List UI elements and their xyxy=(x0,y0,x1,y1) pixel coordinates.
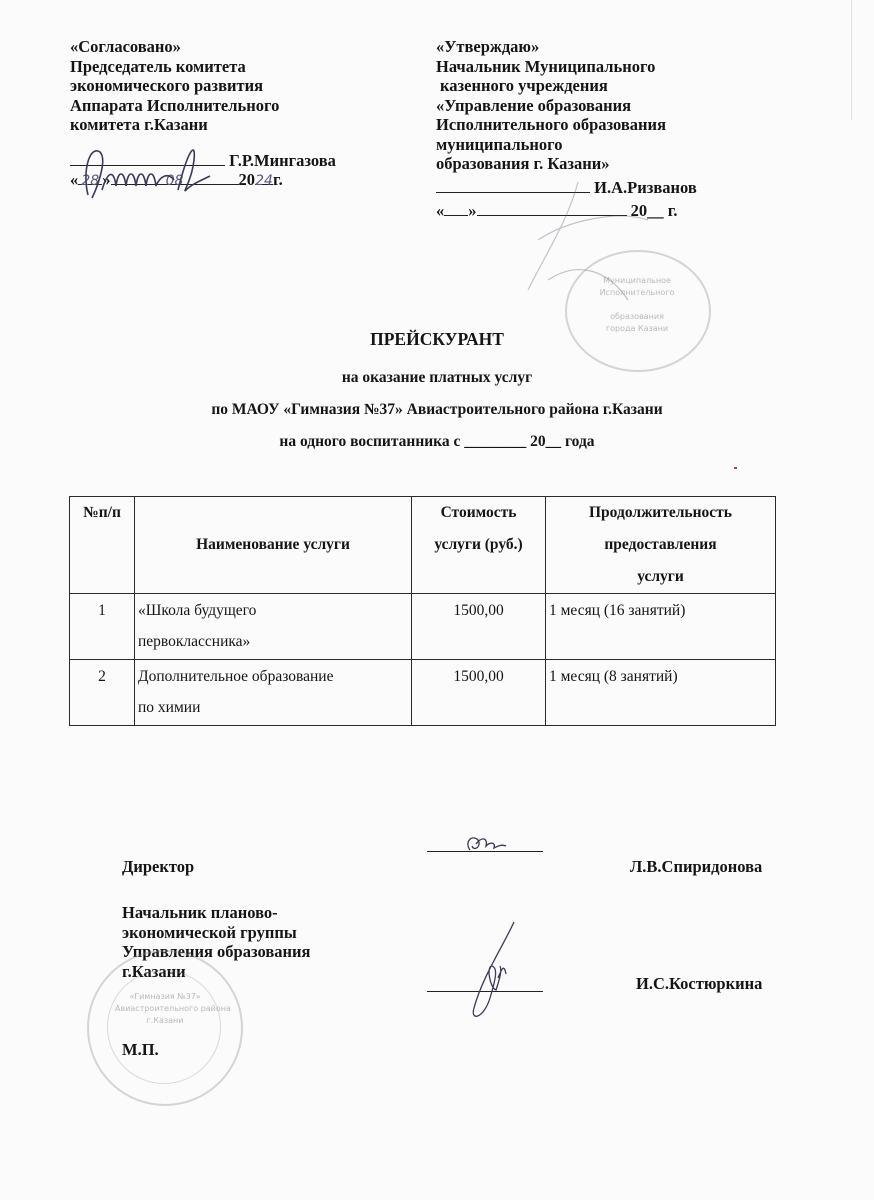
planning-head-name: И.С.Костюркина xyxy=(636,974,763,993)
service-name-line: первоклассника» xyxy=(138,633,251,650)
date-year-prefix: 20 xyxy=(238,170,255,189)
date-year-value: 24 xyxy=(255,173,273,189)
row-duration: 1 месяц (16 занятий) xyxy=(546,594,776,660)
date-day-value: 28 xyxy=(81,173,100,189)
header-name: Наименование услуги xyxy=(135,497,412,594)
approval-line: образования г. Казани» xyxy=(436,154,610,173)
signature-line xyxy=(436,178,590,193)
row-num: 1 xyxy=(70,594,135,660)
signatory-name: И.А.Ризванов xyxy=(594,177,697,197)
header-duration-line: услуги xyxy=(637,568,684,585)
signature-kostyurkina-icon xyxy=(462,918,522,1024)
row-service-name xyxy=(135,660,412,726)
approval-block-approved xyxy=(436,37,776,221)
planning-label-line: Управления образования xyxy=(122,942,311,961)
approval-heading: «Утверждаю» xyxy=(436,37,540,56)
planning-signature-line xyxy=(427,991,543,992)
header-cost xyxy=(412,497,546,594)
signature-line xyxy=(70,151,225,166)
date-day-field xyxy=(444,201,468,216)
planning-label-line: экономической группы xyxy=(122,922,297,942)
planning-label-line: Начальник планово- xyxy=(122,903,278,922)
director-label: Директор xyxy=(122,857,195,876)
approval-line: «Управление образования xyxy=(436,95,632,115)
date-row xyxy=(436,201,776,221)
official-stamp-lower xyxy=(87,950,243,1106)
date-year-field xyxy=(255,170,273,189)
table-header-row xyxy=(70,497,776,594)
header-num: №п/п xyxy=(70,497,135,594)
quote-close: » xyxy=(468,201,477,220)
service-name-line: «Школа будущего xyxy=(138,602,257,619)
scan-page-edge xyxy=(851,0,852,120)
row-service-name xyxy=(135,594,412,660)
quote-close: » xyxy=(102,170,111,189)
stamp-text-line: г.Казани xyxy=(146,1016,184,1025)
quote-open: « xyxy=(70,170,79,189)
header-duration-line: предоставления xyxy=(604,536,717,553)
signatory-row xyxy=(436,178,776,198)
row-duration: 1 месяц (8 занятий) xyxy=(546,660,776,726)
director-name: Л.В.Спиридонова xyxy=(630,857,763,876)
approval-line: казенного учреждения xyxy=(440,76,608,95)
document-subtitle: на оказание платных услуг xyxy=(341,369,533,386)
signature-director-icon xyxy=(462,832,512,856)
signatory-name: Г.Р.Мингазова xyxy=(229,150,336,170)
date-row xyxy=(70,170,390,190)
row-cost: 1500,00 xyxy=(412,660,546,726)
quote-open: « xyxy=(436,201,445,220)
document-title: ПРЕЙСКУРАНТ xyxy=(370,329,504,349)
approval-line: Начальник Муниципального xyxy=(436,56,656,76)
header-cost-line: Стоимость xyxy=(440,504,517,521)
director-signature-line xyxy=(427,851,543,852)
approval-line: комитета г.Казани xyxy=(70,115,208,134)
price-table xyxy=(69,496,776,726)
date-month-field xyxy=(477,201,627,216)
signatory-row xyxy=(70,151,390,171)
header-duration-line: Продолжительность xyxy=(589,504,732,521)
date-month-value: 08 xyxy=(165,173,184,189)
planning-label-line: г.Казани xyxy=(122,961,186,981)
approval-heading: «Согласовано» xyxy=(70,37,181,56)
stamp-text-line: «Гимназия №37» xyxy=(129,992,201,1001)
header-duration xyxy=(546,497,776,594)
date-year-end: г. xyxy=(273,170,283,189)
service-name-line: по химии xyxy=(138,699,201,716)
table-row xyxy=(70,660,776,726)
row-num: 2 xyxy=(70,660,135,726)
date-day-field xyxy=(78,170,102,189)
date-year: 20__ г. xyxy=(630,201,678,220)
document-subtitle: на одного воспитанника с ________ 20__ года xyxy=(279,433,595,450)
table-row xyxy=(70,594,776,660)
row-cost: 1500,00 xyxy=(412,594,546,660)
stamp-text-line: Авиастроительного района xyxy=(115,1004,231,1013)
approval-line: экономического развития xyxy=(70,76,264,95)
seal-placeholder-label: М.П. xyxy=(122,1040,159,1059)
document-subtitle: по МАОУ «Гимназия №37» Авиастроительного района г.Казани xyxy=(211,401,663,418)
approval-line: Исполнительного образования xyxy=(436,115,666,134)
approval-line: Аппарата Исполнительного xyxy=(70,95,280,115)
service-name-line: Дополнительное образование xyxy=(138,668,334,685)
approval-line: муниципального xyxy=(436,134,563,154)
official-stamp-upper: Муниципальное Исполнительного образования города Казани xyxy=(565,250,711,372)
approval-block-agreed xyxy=(70,37,390,190)
date-month-field xyxy=(111,170,239,189)
red-ink-dot xyxy=(734,467,737,469)
header-cost-line: услуги (руб.) xyxy=(434,536,523,553)
approval-line: Председатель комитета xyxy=(70,56,246,76)
